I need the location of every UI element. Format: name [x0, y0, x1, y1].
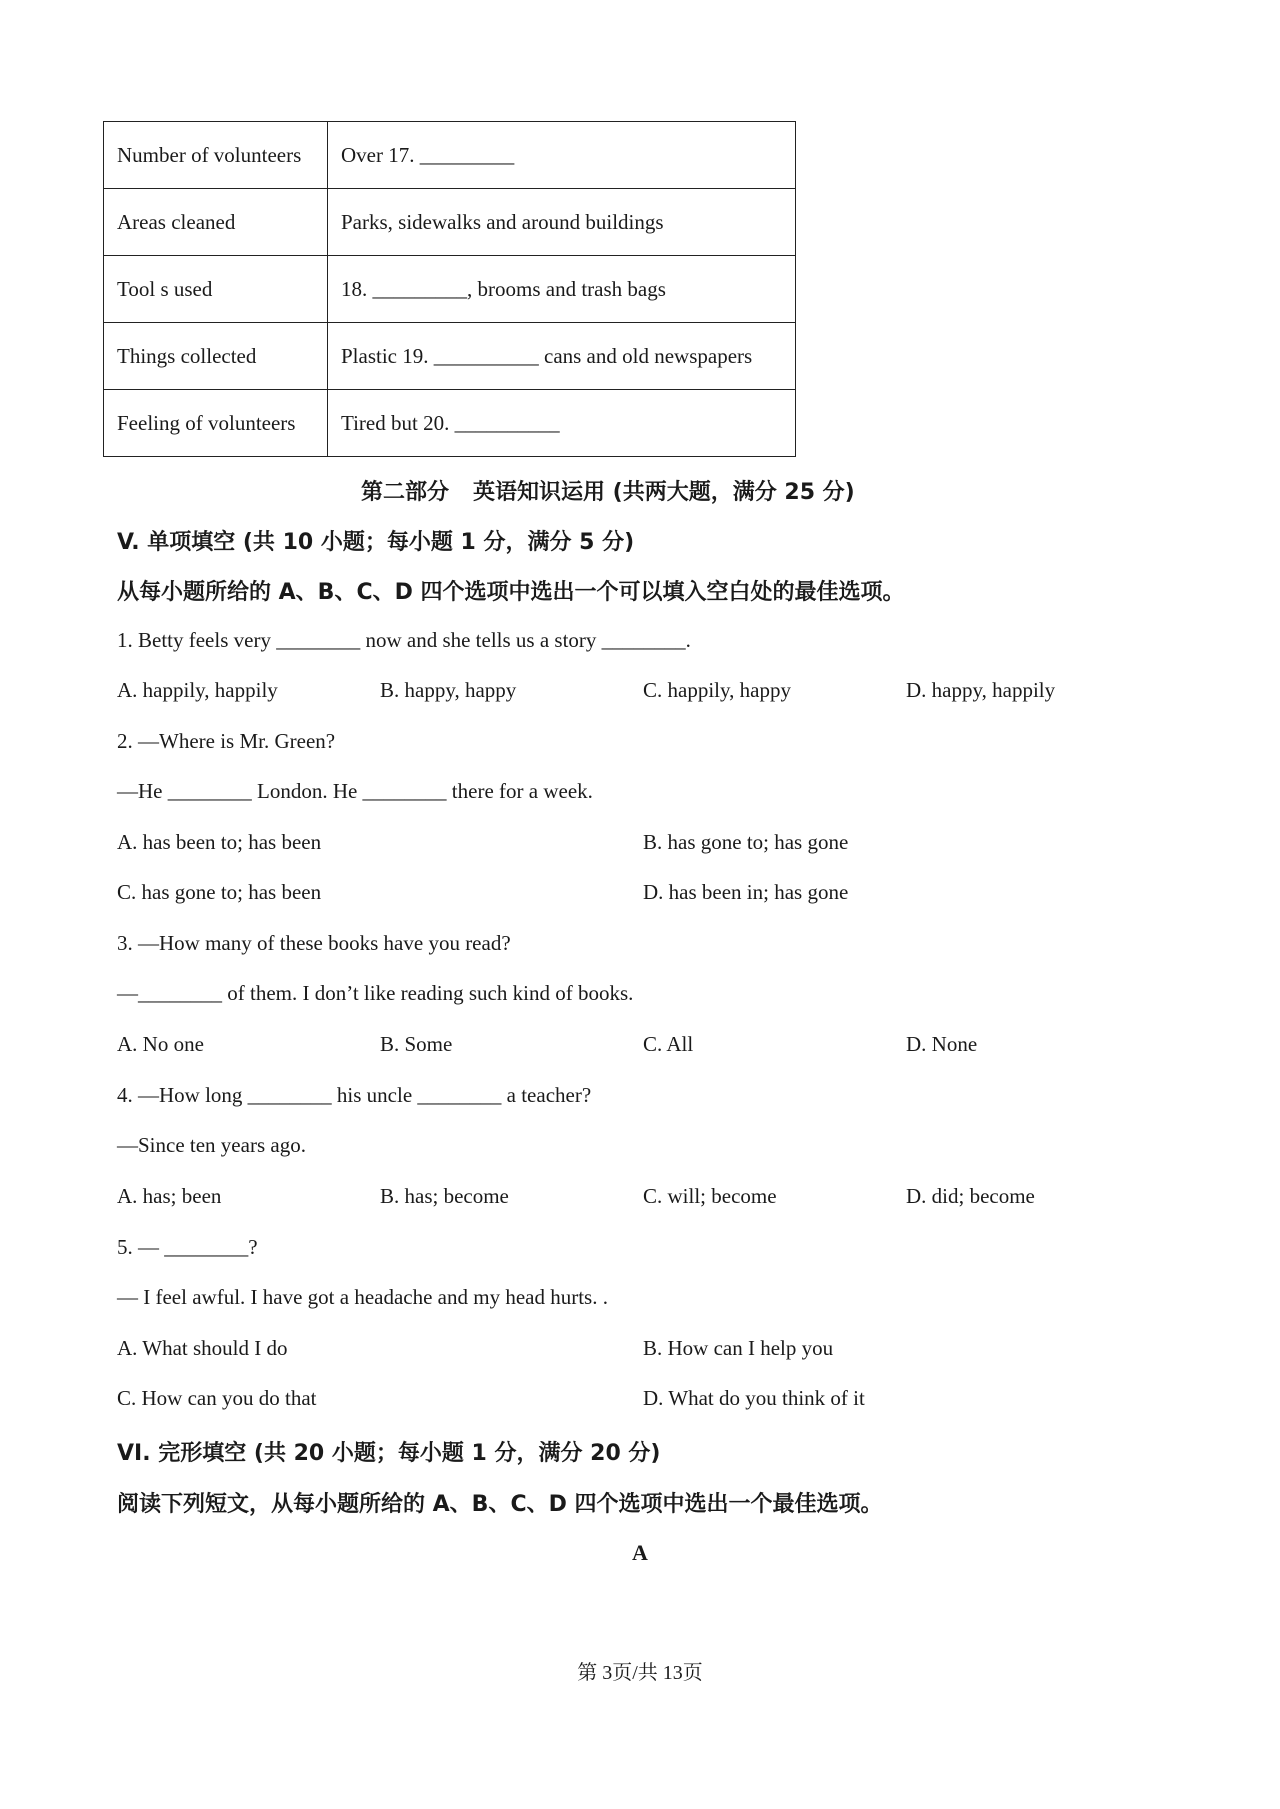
q4-option-a: A. has; been: [117, 1184, 222, 1208]
section-six-instruction: 阅读下列短文，从每小题所给的 A、B、C、D 四个选项中选出一个最佳选项。: [117, 1492, 883, 1517]
table-row: [104, 256, 796, 323]
table-cell-value: Over 17. _________: [328, 122, 796, 189]
q5-option-a: A. What should I do: [117, 1336, 288, 1360]
section-six-heading: VI. 完形填空 (共 20 小题；每小题 1 分，满分 20 分): [117, 1441, 661, 1466]
q3-option-c: C. All: [643, 1032, 694, 1056]
q4-option-b: B. has; become: [380, 1184, 509, 1208]
table-row: [104, 390, 796, 457]
part-two-title: 第二部分 英语知识运用 (共两大题，满分 25 分): [361, 480, 855, 505]
table-cell-value: 18. _________, brooms and trash bags: [328, 256, 796, 323]
question-4-stem: 4. —How long ________ his uncle ________ a teacher?: [117, 1083, 592, 1107]
q2-option-d: D. has been in; has gone: [643, 880, 849, 904]
q1-option-c: C. happily, happy: [643, 678, 791, 702]
q2-option-b: B. has gone to; has gone: [643, 830, 849, 854]
question-1-stem: 1. Betty feels very ________ now and she tells us a story ________.: [117, 628, 691, 652]
table-cell-value: Plastic 19. __________ cans and old newspapers: [328, 323, 796, 390]
q5-option-b: B. How can I help you: [643, 1336, 834, 1360]
section-five-instruction: 从每小题所给的 A、B、C、D 四个选项中选出一个可以填入空白处的最佳选项。: [117, 580, 905, 605]
question-3-stem: 3. —How many of these books have you read?: [117, 931, 511, 955]
q1-option-d: D. happy, happily: [906, 678, 1056, 702]
q2-option-c: C. has gone to; has been: [117, 880, 322, 904]
question-5-stem: 5. — ________?: [117, 1235, 258, 1259]
q5-option-d: D. What do you think of it: [643, 1386, 865, 1410]
question-5-response: — I feel awful. I have got a headache and my head hurts. .: [117, 1285, 608, 1309]
q5-option-c: C. How can you do that: [117, 1386, 317, 1410]
question-3-response: —________ of them. I don’t like reading such kind of books.: [117, 981, 634, 1005]
table-cell-label: Areas cleaned: [104, 189, 328, 256]
page-number-footer: 第 3页/共 13页: [577, 1662, 703, 1684]
table-row: [104, 189, 796, 256]
q1-option-a: A. happily, happily: [117, 678, 278, 702]
passage-label: A: [632, 1540, 648, 1565]
table-cell-value: Tired but 20. __________: [328, 390, 796, 457]
table-cell-label: Feeling of volunteers: [104, 390, 328, 457]
section-five-heading: V. 单项填空 (共 10 小题；每小题 1 分，满分 5 分): [117, 530, 635, 555]
q1-option-b: B. happy, happy: [380, 678, 517, 702]
table-row: [104, 323, 796, 390]
q4-option-c: C. will; become: [643, 1184, 777, 1208]
table-cell-label: Tool s used: [104, 256, 328, 323]
table-cell-value: Parks, sidewalks and around buildings: [328, 189, 796, 256]
question-2-response: —He ________ London. He ________ there for a week.: [117, 779, 593, 803]
table-row: [104, 122, 796, 189]
question-2-stem: 2. —Where is Mr. Green?: [117, 729, 336, 753]
volunteer-info-table: [103, 121, 796, 457]
q3-option-b: B. Some: [380, 1032, 453, 1056]
table-cell-label: Things collected: [104, 323, 328, 390]
q4-option-d: D. did; become: [906, 1184, 1035, 1208]
q3-option-a: A. No one: [117, 1032, 204, 1056]
q2-option-a: A. has been to; has been: [117, 830, 322, 854]
question-4-response: —Since ten years ago.: [117, 1133, 306, 1157]
q3-option-d: D. None: [906, 1032, 978, 1056]
table-cell-label: Number of volunteers: [104, 122, 328, 189]
